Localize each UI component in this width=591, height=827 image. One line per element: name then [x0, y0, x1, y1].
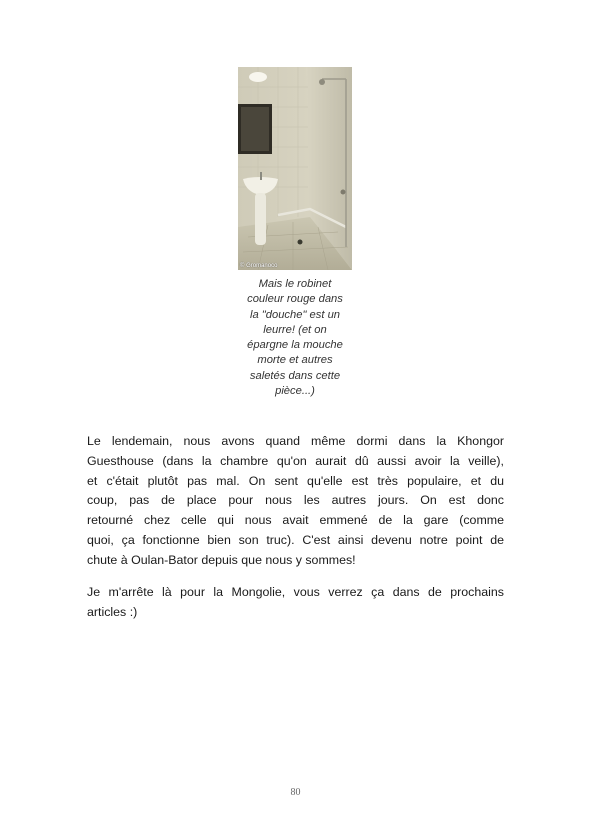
- photo-watermark: © Gromanoco: [240, 263, 278, 269]
- page-number: 80: [290, 787, 301, 798]
- bathroom-photo: [238, 67, 352, 270]
- caption-line: saletés dans cette: [249, 369, 341, 382]
- caption-line: morte et autres: [257, 354, 333, 367]
- text-line: chute à Oulan-Bator depuis que nous y sommes!: [87, 552, 356, 567]
- text-line: Je m'arrête là pour la Mongolie, vous verrez ça dans de prochains: [87, 585, 504, 599]
- text-line: articles :): [87, 604, 138, 619]
- caption-line: pièce...): [275, 385, 315, 398]
- paragraph-1: [87, 432, 504, 571]
- caption-line: Mais le robinet: [258, 278, 332, 290]
- text-line: quoi, ça fonctionne bien son truc). C'est ainsi devenu notre point de: [87, 532, 504, 547]
- paragraph-2: [87, 583, 504, 623]
- text-line: retourné chez celle qui nous avait emmené de la gare (comme: [87, 513, 504, 528]
- text-line: Le lendemain, nous avons quand même dormi dans la Khongor: [87, 434, 504, 448]
- caption-line: la "douche" est un: [249, 308, 341, 321]
- bathroom-photo-illustration: [238, 67, 352, 270]
- caption-line: leurre! (et on: [263, 323, 327, 336]
- text-line: coup, pas de place pour nous les autres jours. On est donc: [87, 493, 504, 508]
- text-line: Guesthouse (dans la chambre qu'on aurait dû aussi avoir la veille),: [87, 453, 504, 468]
- text-line: et c'était plutôt pas mal. On sent qu'elle est très populaire, et du: [87, 473, 504, 488]
- figure-caption: [230, 277, 360, 399]
- caption-line: couleur rouge dans: [247, 293, 343, 306]
- caption-line: épargne la mouche: [247, 339, 343, 352]
